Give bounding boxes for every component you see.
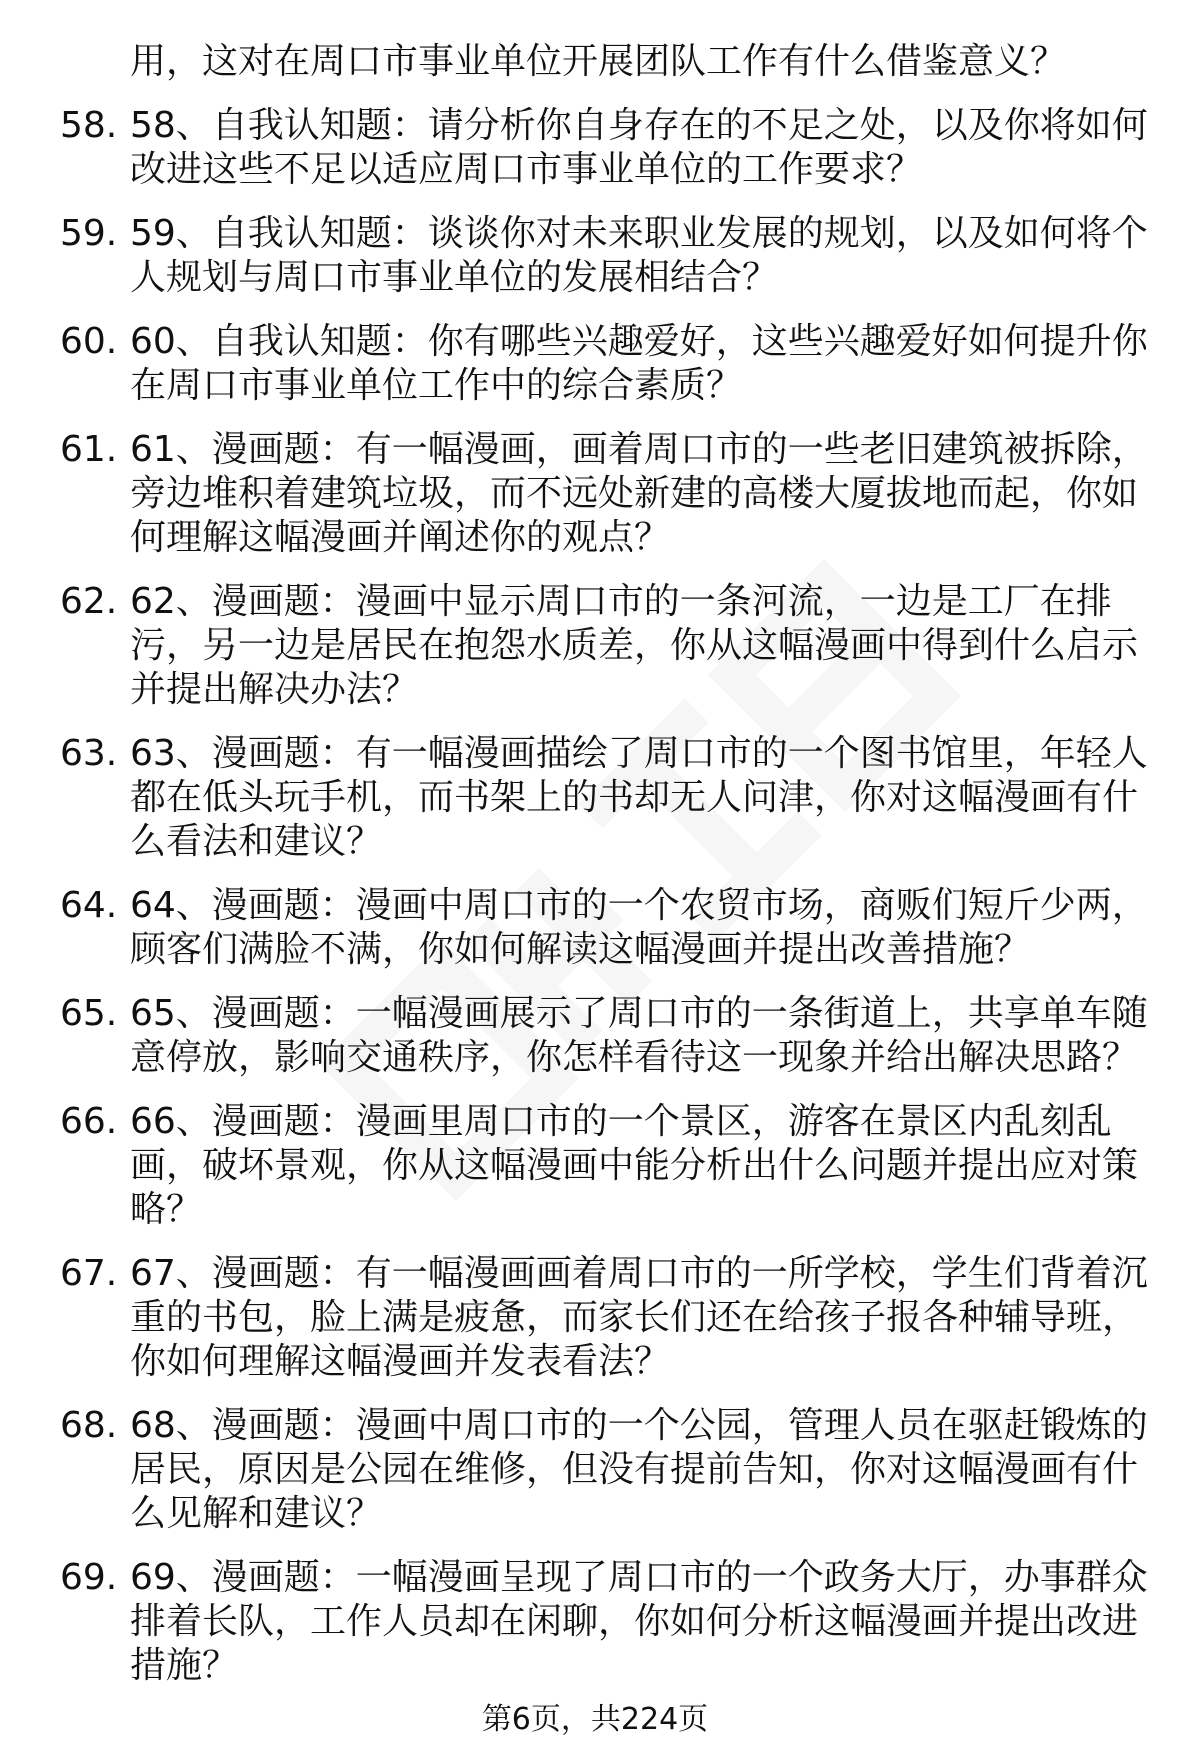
list-item-text: 59、自我认知题：谈谈你对未来职业发展的规划，以及如何将个人规划与周口市事业单位的发展相结合？ [130, 213, 1148, 298]
list-item [60, 1100, 1160, 1232]
list-item [60, 580, 1160, 712]
list-item-number: 67. [60, 1253, 118, 1294]
main-content [60, 40, 1160, 1708]
list-item [60, 428, 1160, 560]
list-item-text: 65、漫画题：一幅漫画展示了周口市的一条街道上，共享单车随意停放，影响交通秩序，你怎样看待这一现象并给出解决思路？ [130, 993, 1148, 1078]
list-item-number: 68. [60, 1405, 118, 1446]
list-item-number: 64. [60, 885, 118, 926]
list-item [60, 884, 1160, 972]
list-item [60, 320, 1160, 408]
list-item-number: 69. [60, 1557, 118, 1598]
list-item [60, 104, 1160, 192]
list-item [60, 1556, 1160, 1688]
list-item-number: 61. [60, 429, 118, 470]
list-item-text: 64、漫画题：漫画中周口市的一个农贸市场，商贩们短斤少两，顾客们满脸不满，你如何解读这幅漫画并提出改善措施？ [130, 885, 1148, 970]
list-item-number: 60. [60, 321, 118, 362]
list-item-number: 62. [60, 581, 118, 622]
list-item-text: 67、漫画题：有一幅漫画画着周口市的一所学校，学生们背着沉重的书包，脸上满是疲惫，而家长们还在给孩子报各种辅导班，你如何理解这幅漫画并发表看法？ [130, 1253, 1148, 1382]
list-item-number: 66. [60, 1101, 118, 1142]
list-item-text: 68、漫画题：漫画中周口市的一个公园，管理人员在驱赶锻炼的居民，原因是公园在维修，但没有提前告知，你对这幅漫画有什么见解和建议？ [130, 1405, 1148, 1534]
list-item [60, 1404, 1160, 1536]
list-item-number: 59. [60, 213, 118, 254]
list-item-text: 63、漫画题：有一幅漫画描绘了周口市的一个图书馆里，年轻人都在低头玩手机，而书架上的书却无人问津，你对这幅漫画有什么看法和建议？ [130, 733, 1148, 862]
list-item [60, 212, 1160, 300]
list-item-text: 66、漫画题：漫画里周口市的一个景区，游客在景区内乱刻乱画，破坏景观，你从这幅漫画中能分析出什么问题并提出应对策略？ [130, 1101, 1139, 1230]
list-item-text: 62、漫画题：漫画中显示周口市的一条河流，一边是工厂在排污，另一边是居民在抱怨水质差，你从这幅漫画中得到什么启示并提出解决办法？ [130, 581, 1139, 710]
page-footer: 第6页，共224页 [481, 1702, 709, 1737]
list-item-text: 60、自我认知题：你有哪些兴趣爱好，这些兴趣爱好如何提升你在周口市事业单位工作中的综合素质？ [130, 321, 1148, 406]
list-item [60, 992, 1160, 1080]
list-item-text: 58、自我认知题：请分析你自身存在的不足之处，以及你将如何改进这些不足以适应周口市事业单位的工作要求？ [130, 105, 1148, 190]
question-list [60, 104, 1160, 1688]
continuation-text: 用，这对在周口市事业单位开展团队工作有什么借鉴意义？ [130, 41, 1067, 82]
list-item-number: 58. [60, 105, 118, 146]
list-item-number: 63. [60, 733, 118, 774]
list-item-text: 69、漫画题：一幅漫画呈现了周口市的一个政务大厅，办事群众排着长队，工作人员却在闲聊，你如何分析这幅漫画并提出改进措施？ [130, 1557, 1148, 1686]
list-item [60, 732, 1160, 864]
list-item-number: 65. [60, 993, 118, 1034]
list-item-text: 61、漫画题：有一幅漫画，画着周口市的一些老旧建筑被拆除，旁边堆积着建筑垃圾，而不远处新建的高楼大厦拔地而起，你如何理解这幅漫画并阐述你的观点？ [130, 429, 1148, 558]
list-item [60, 1252, 1160, 1384]
